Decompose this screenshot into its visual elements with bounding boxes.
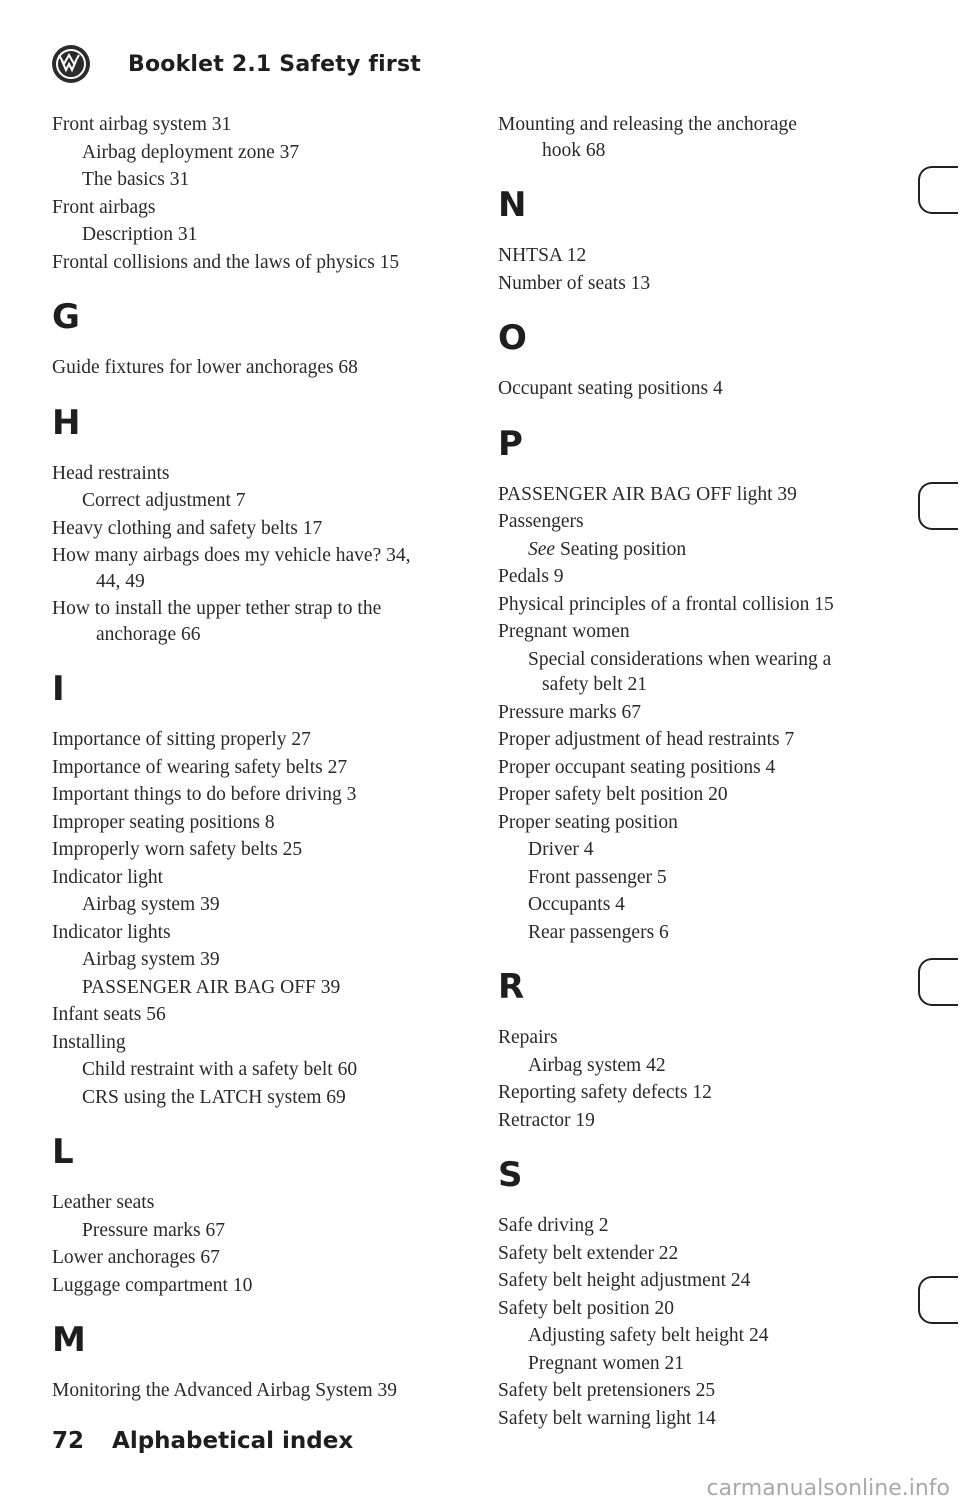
section-title: Alphabetical index [112, 1428, 354, 1454]
vw-mark-icon [58, 53, 80, 73]
index-entry: Important things to do before driving 3 [52, 784, 357, 805]
page-title: Booklet 2.1 Safety first [128, 51, 421, 77]
index-subentry-see-also [498, 537, 918, 563]
index-entry: Lower anchorages 67 [52, 1247, 220, 1268]
index-subentry: Airbag system 42 [528, 1054, 666, 1076]
index-entry: Luggage compartment 10 [52, 1274, 253, 1296]
index-subentry: Rear passengers 6 [528, 921, 669, 943]
section-letter: R [498, 967, 525, 1007]
index-entry: Proper seating position [498, 811, 678, 833]
index-entry: Proper safety belt position 20 [498, 784, 728, 805]
index-entry: Heavy clothing and safety belts 17 [52, 517, 323, 539]
index-column-right [498, 112, 918, 1433]
index-entry: Safety belt height adjustment 24 [498, 1270, 751, 1291]
index-entry: How to install the upper tether strap to the [52, 598, 382, 619]
index-subentry: CRS using the LATCH system 69 [82, 1086, 346, 1108]
index-entry: How many airbags does my vehicle have? 34, [52, 545, 411, 566]
page-header [52, 44, 421, 84]
index-entry-continuation: anchorage 66 [96, 623, 201, 645]
section-letter: H [52, 402, 81, 443]
index-entry: Safety belt extender 22 [498, 1242, 679, 1264]
index-entry: NHTSA 12 [498, 245, 587, 266]
index-entry-continuation: safety belt 21 [542, 674, 648, 695]
index-entry: Occupant seating positions 4 [498, 378, 723, 399]
index-subentry: Special considerations when wearing a [528, 648, 832, 670]
index-entry: Leather seats [52, 1192, 155, 1213]
index-subentry: Adjusting safety belt height 24 [528, 1325, 769, 1346]
index-entry: Repairs [498, 1027, 558, 1048]
section-letter: P [498, 423, 523, 464]
index-subentry: Pressure marks 67 [82, 1219, 225, 1241]
index-entry: Monitoring the Advanced Airbag System 39 [52, 1380, 398, 1401]
section-letter: O [498, 318, 527, 358]
index-column-left [52, 112, 472, 1406]
index-entry: Front airbags [52, 196, 156, 218]
section-letter: L [52, 1132, 74, 1172]
index-entry: Pressure marks 67 [498, 701, 641, 723]
index-entry: Head restraints [52, 462, 170, 484]
page-footer [52, 1428, 353, 1454]
thumb-index-tab [918, 958, 958, 1006]
index-entry-continuation: hook 68 [542, 139, 606, 161]
section-letter: N [498, 185, 527, 225]
index-subentry: Correct adjustment 7 [82, 490, 246, 511]
index-entry: Infant seats 56 [52, 1004, 166, 1025]
index-entry: Proper adjustment of head restraints 7 [498, 729, 795, 750]
index-subentry: Airbag system 39 [82, 894, 220, 915]
index-subentry: Airbag deployment zone 37 [82, 141, 300, 163]
index-entry: Installing [52, 1031, 126, 1053]
see-reference-target: Seating position [555, 538, 687, 560]
page-number: 72 [52, 1428, 85, 1454]
index-entry: Safety belt position 20 [498, 1297, 675, 1319]
index-entry: Pregnant women [498, 621, 630, 642]
index-subentry: Pregnant women 21 [528, 1352, 684, 1374]
section-letter: I [52, 669, 65, 709]
index-entry: Indicator lights [52, 921, 171, 943]
index-entry: Proper occupant seating positions 4 [498, 756, 776, 778]
index-entry: Retractor 19 [498, 1109, 595, 1131]
watermark: carmanualsonline.info [706, 1476, 950, 1501]
section-letter: M [52, 1320, 86, 1360]
index-subentry: Driver 4 [528, 839, 594, 860]
index-entry: Guide fixtures for lower anchorages 68 [52, 357, 358, 378]
index-entry: PASSENGER AIR BAG OFF light 39 [498, 483, 797, 505]
index-entry: Improperly worn safety belts 25 [52, 839, 303, 860]
index-entry: Improper seating positions 8 [52, 811, 275, 833]
index-entry: Passengers [498, 511, 584, 532]
index-subentry: The basics 31 [82, 169, 190, 190]
index-entry: Front airbag system 31 [52, 114, 232, 135]
thumb-index-tab [918, 166, 958, 214]
index-entry: Physical principles of a frontal collision 15 [498, 593, 834, 615]
index-subentry: Front passenger 5 [528, 866, 667, 888]
index-subentry: Occupants 4 [528, 894, 625, 915]
index-subentry: Child restraint with a safety belt 60 [82, 1059, 358, 1080]
index-subentry: PASSENGER AIR BAG OFF 39 [82, 976, 341, 998]
index-entry-continuation: 44, 49 [96, 570, 145, 592]
index-entry: Reporting safety defects 12 [498, 1082, 712, 1103]
thumb-index-tab [918, 482, 958, 530]
index-entry: Importance of wearing safety belts 27 [52, 756, 348, 778]
brand-logo-icon [52, 45, 90, 83]
index-entry: Safety belt warning light 14 [498, 1407, 716, 1429]
see-reference-label: See [528, 538, 556, 560]
index-entry: Importance of sitting properly 27 [52, 729, 311, 750]
section-letter: S [498, 1155, 523, 1195]
index-entry: Safety belt pretensioners 25 [498, 1380, 716, 1401]
index-entry: Number of seats 13 [498, 272, 651, 294]
section-letter: G [52, 297, 80, 337]
index-entry: Mounting and releasing the anchorage [498, 114, 797, 135]
index-entry: Frontal collisions and the laws of physics 15 [52, 251, 400, 273]
index-subentry: Airbag system 39 [82, 949, 220, 970]
index-entry: Safe driving 2 [498, 1215, 609, 1236]
index-entry: Pedals 9 [498, 566, 564, 587]
index-subentry: Description 31 [82, 224, 198, 245]
index-entry: Indicator light [52, 866, 164, 888]
thumb-index-tab [918, 1276, 958, 1324]
